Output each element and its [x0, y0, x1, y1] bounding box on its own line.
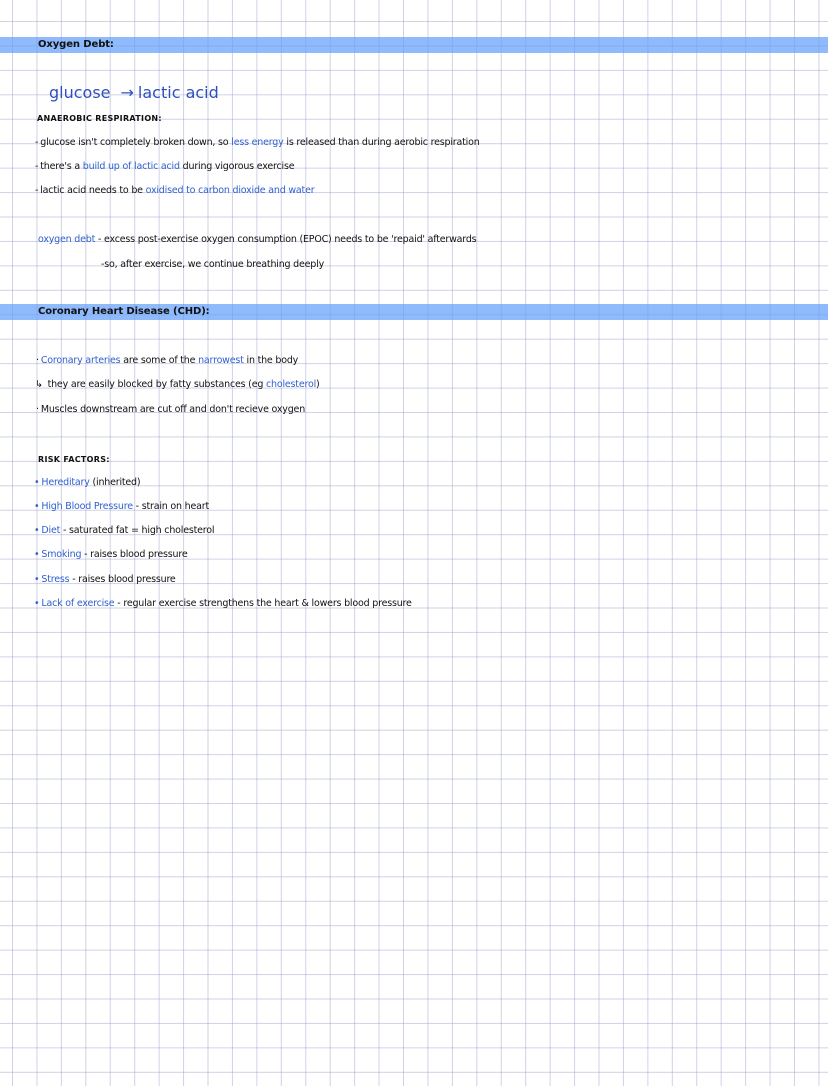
note-line — [35, 185, 314, 197]
section-title-chd: Coronary Heart Disease (CHD): — [38, 306, 210, 317]
definition-term: oxygen debt — [38, 234, 96, 245]
risk-factor-name: Diet — [41, 525, 61, 536]
equation — [49, 84, 219, 102]
note-highlight: oxidised to carbon dioxide and water — [145, 185, 315, 196]
risk-factor-item — [34, 574, 176, 586]
risk-factor-name: Smoking — [41, 549, 82, 560]
section-title-oxygen-debt: Oxygen Debt: — [38, 39, 114, 50]
note-text: is released than during aerobic respiration — [283, 137, 480, 148]
risk-factor-name: High Blood Pressure — [41, 501, 133, 512]
risk-factor-name: Stress — [41, 574, 70, 585]
risk-factor-item — [34, 477, 140, 489]
bullet-dot-icon: • — [34, 501, 40, 512]
bullet-dot-icon: • — [34, 574, 40, 585]
note-highlight: cholesterol — [266, 379, 317, 390]
note-line — [36, 404, 305, 416]
risk-factor-item — [34, 598, 412, 610]
risk-factor-desc: - strain on heart — [132, 501, 209, 512]
definition-subpoint: -so, after exercise, we continue breathing deeply — [101, 259, 324, 270]
bullet-dot-icon: • — [34, 477, 40, 488]
dot-bullet: · — [36, 355, 39, 366]
note-line — [35, 161, 294, 173]
equation-product: lactic acid — [137, 83, 219, 102]
note-text: glucose isn't completely broken down, so — [40, 137, 232, 148]
definition-oxygen-debt — [38, 234, 476, 246]
heading-highlight-band — [0, 37, 828, 53]
definition-text: - excess post-exercise oxygen consumption (EPOC) needs to be 'repaid' afterwards — [95, 234, 477, 245]
return-arrow-icon: ↳ — [35, 379, 43, 390]
equation-reactant: glucose — [49, 83, 111, 102]
note-line — [36, 355, 298, 367]
arrow-right-icon: → — [120, 83, 134, 102]
subheading-risk-factors: RISK FACTORS: — [38, 455, 110, 464]
note-highlight: narrowest — [198, 355, 244, 366]
note-highlight: build up of lactic acid — [82, 161, 180, 172]
risk-factor-desc: - raises blood pressure — [81, 549, 188, 560]
note-text: there's a — [40, 161, 83, 172]
risk-factor-desc: - regular exercise strengthens the heart & lowers blood pressure — [114, 598, 412, 609]
risk-factor-item — [34, 549, 187, 561]
note-text: they are easily blocked by fatty substances (eg — [44, 379, 266, 390]
note-text: ) — [316, 379, 320, 390]
note-text: during vigorous exercise — [179, 161, 295, 172]
dash-bullet: - — [35, 137, 39, 148]
note-line — [35, 379, 320, 391]
risk-factor-name: Lack of exercise — [41, 598, 115, 609]
risk-factor-item — [34, 525, 214, 537]
note-text: in the body — [243, 355, 299, 366]
dash-bullet: - — [35, 185, 39, 196]
risk-factor-item — [34, 501, 209, 513]
risk-factor-desc: - raises blood pressure — [69, 574, 176, 585]
bullet-dot-icon: • — [34, 549, 40, 560]
risk-factor-name: Hereditary — [41, 477, 90, 488]
note-line — [35, 137, 480, 149]
risk-factor-desc: (inherited) — [89, 477, 141, 488]
note-text: are some of the — [120, 355, 199, 366]
note-highlight: Coronary arteries — [40, 355, 121, 366]
bullet-dot-icon: • — [34, 525, 40, 536]
dot-bullet: · — [36, 404, 39, 415]
bullet-dot-icon: • — [34, 598, 40, 609]
subheading-anaerobic-respiration: ANAEROBIC RESPIRATION: — [37, 114, 162, 123]
note-text: Muscles downstream are cut off and don't recieve oxygen — [40, 404, 306, 415]
note-highlight: less energy — [231, 137, 284, 148]
risk-factor-desc: - saturated fat = high cholesterol — [60, 525, 215, 536]
dash-bullet: - — [35, 161, 39, 172]
note-text: lactic acid needs to be — [40, 185, 146, 196]
